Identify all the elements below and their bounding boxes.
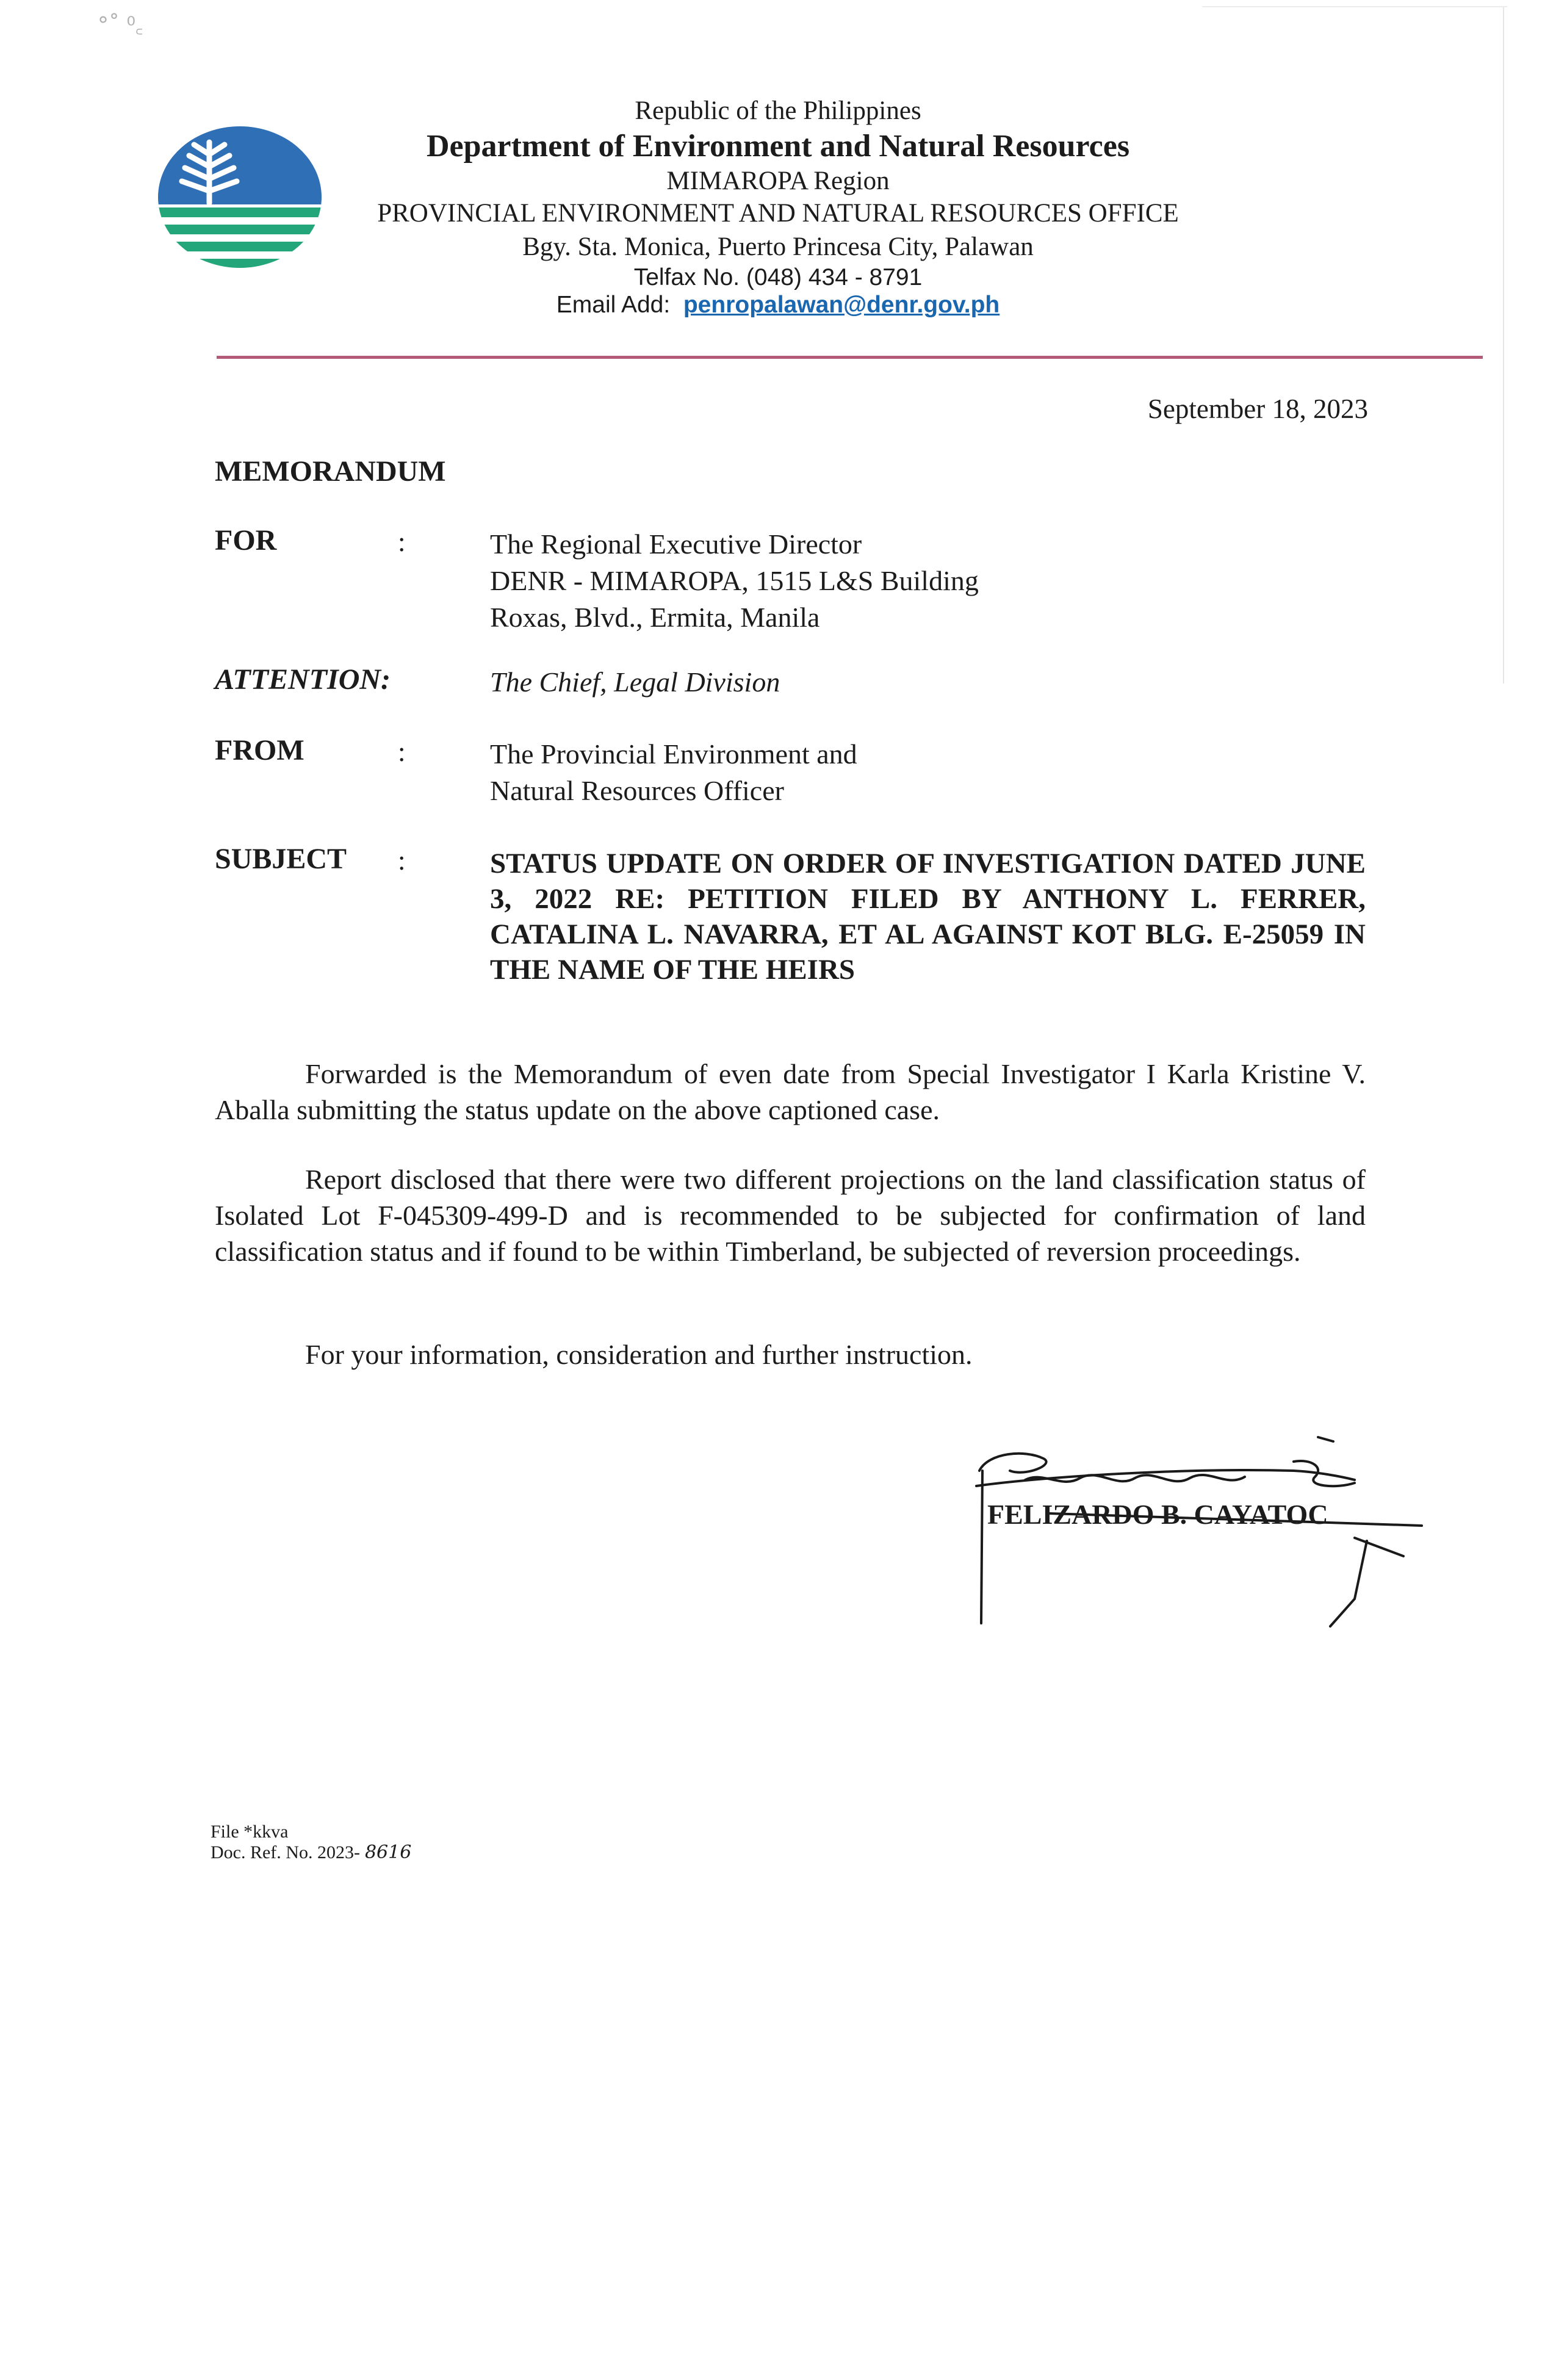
doc-ref-handwritten: 8616 xyxy=(364,1842,412,1863)
memo-date: September 18, 2023 xyxy=(1147,394,1368,424)
for-value xyxy=(490,526,1375,636)
header-office: PROVINCIAL ENVIRONMENT AND NATURAL RESOURCES OFFICE xyxy=(377,199,1179,228)
for-label: FOR xyxy=(215,524,277,557)
header-agency: Department of Environment and Natural Resources xyxy=(426,129,1130,164)
body-paragraph-2: Report disclosed that there were two different projections on the land classification status of Isolated Lot F-045309-499-D and is recommended to be subjected for confirmation of land classification status and if found to be within Timberland, be subjected of reversion proceedings. xyxy=(215,1164,1366,1267)
handwritten-signature xyxy=(952,1434,1440,1642)
scan-edge-top xyxy=(1202,6,1507,7)
for-colon: : xyxy=(398,527,406,557)
email-link[interactable]: penropalawan@denr.gov.ph xyxy=(683,292,1000,318)
doc-ref-label: Doc. Ref. No. 2023- xyxy=(211,1842,360,1863)
header-region: MIMAROPA Region xyxy=(666,167,890,195)
header-email-row xyxy=(0,292,1556,319)
attention-value: The Chief, Legal Division xyxy=(490,666,780,698)
attention-label: ATTENTION: xyxy=(215,663,391,696)
body-paragraph-1: Forwarded is the Memorandum of even date from Special Investigator I Karla Kristine V. Aballa submitting the status update on the above captioned case. xyxy=(215,1058,1366,1125)
header-rule xyxy=(217,356,1483,359)
from-line: The Provincial Environment and xyxy=(490,738,857,770)
footer-file: File *kkva xyxy=(211,1822,289,1842)
memo-title: MEMORANDUM xyxy=(215,455,446,488)
for-line: Roxas, Blvd., Ermita, Manila xyxy=(490,602,820,633)
header-telfax: Telfax No. (048) 434 - 8791 xyxy=(633,264,923,290)
header-address: Bgy. Sta. Monica, Puerto Princesa City, Palawan xyxy=(522,233,1034,261)
subject-text: STATUS UPDATE ON ORDER OF INVESTIGATION DATED JUNE 3, 2022 RE: PETITION FILED BY ANTHONY L. FERRER, CATALINA L. NAVARRA, ET AL AGAINST KOT BLG. E-25059 IN THE NAME OF THE HEIRS xyxy=(490,848,1366,986)
email-label: Email Add: xyxy=(556,292,671,318)
footer-doc-ref xyxy=(211,1842,411,1863)
for-line: The Regional Executive Director xyxy=(490,528,862,560)
from-line: Natural Resources Officer xyxy=(490,775,784,806)
subject-colon: : xyxy=(398,845,406,876)
header-republic: Republic of the Philippines xyxy=(635,96,921,125)
for-line: DENR - MIMAROPA, 1515 L&S Building xyxy=(490,565,979,596)
scan-smudge: °˚ ⁰꜀ xyxy=(98,13,143,38)
from-label: FROM xyxy=(215,734,304,766)
from-value xyxy=(490,736,1375,809)
subject-label: SUBJECT xyxy=(215,843,347,875)
body-paragraph-3: For your information, consideration and further instruction. xyxy=(305,1339,973,1370)
from-colon: : xyxy=(398,737,406,767)
signatory-name: FELIZARDO B. CAYATOC xyxy=(987,1499,1328,1530)
